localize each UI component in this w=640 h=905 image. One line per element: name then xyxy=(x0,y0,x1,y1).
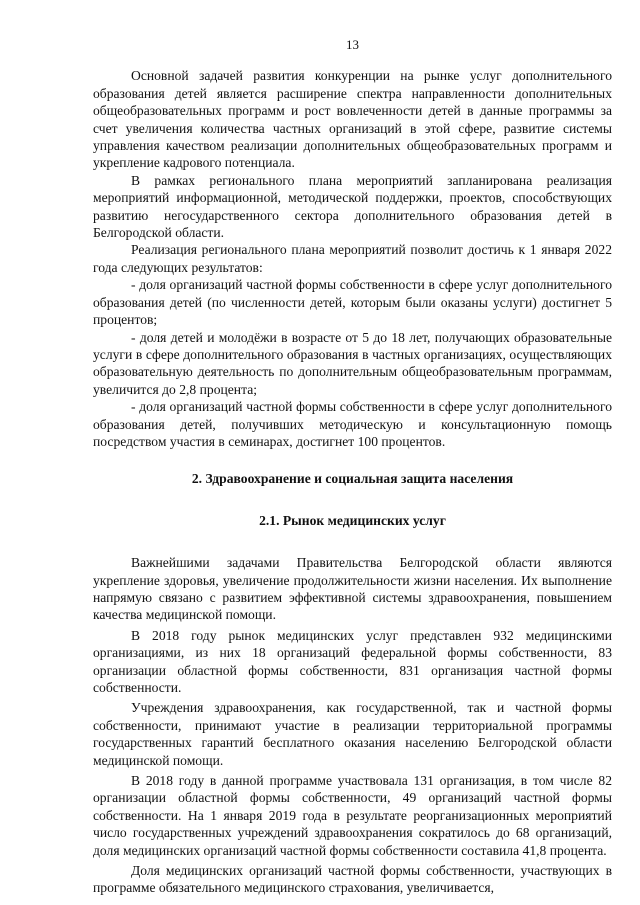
paragraph-competition-goal: Основной задачей развития конкуренции на рынке услуг дополнительного образования детей является расширение спектра направленности дополнительных общеобразовательных программ и рост вовлеченности детей в данные программы за счет увеличения количества частных организаций в этой сфере, развитие системы управления качеством реализации дополнительных общеобразовательных программ и укрепление кадрового потенциала. xyxy=(93,68,612,171)
paragraph-plan-results: Реализация регионального плана мероприятий позволит достичь к 1 января 2022 года следующих результатов: xyxy=(93,242,612,275)
section-heading: 2. Здравоохранение и социальная защита населения xyxy=(191,471,514,487)
paragraph-insurance-share: Доля медицинских организаций частной формы собственности, участвующих в программе обязательного медицинского страхования, увеличивается, xyxy=(93,863,612,896)
list-item-youth-share: - доля детей и молодёжи в возрасте от 5 до 18 лет, получающих образовательные услуги в сфере дополнительного образования в частных организациях, осуществляющих образовательную деятельность по дополнительным общеобразовательным программам, увеличится до 2,8 процента; xyxy=(93,329,612,397)
paragraph-program-2018: В 2018 году в данной программе участвовала 131 организация, в том числе 82 организации областной формы собственности, 49 организаций частной формы собственности. На 1 января 2019 года в результате реорганизационных мероприятий число государственных учреждений здравоохранения сократилось до 68 организаций, доля медицинских организаций частной формы собственности составила 41,8 процента. xyxy=(93,773,612,858)
paragraph-government-tasks: Важнейшими задачами Правительства Белгородской области являются укрепление здоровья, увеличение продолжительности жизни населения. Их выполнение напрямую связано с развитием эффективной системы здравоохранения, повышением качества медицинской помощи. xyxy=(93,555,612,623)
paragraph-regional-plan: В рамках регионального плана мероприятий запланирована реализация мероприятий информационной, методической поддержки, проектов, способствующих развитию негосударственного сектора дополнительного образования детей в Белгородской области. xyxy=(93,172,612,241)
list-item-methodical-support: - доля организаций частной формы собственности в сфере услуг дополнительного образования детей, получивших методическую и консультационную помощь посредством участия в семинарах, достигнет 100 процентов. xyxy=(93,399,612,449)
document-page xyxy=(93,36,612,897)
paragraph-institutions: Учреждения здравоохранения, как государственной, так и частной формы собственности, принимают участие в реализации территориальной программы государственных гарантий бесплатного оказания населению Белгородской области медицинской помощи. xyxy=(93,700,612,768)
list-item-private-share: - доля организаций частной формы собственности в сфере услуг дополнительного образования детей (по численности детей, которым были оказаны услуги) достигнет 5 процентов; xyxy=(93,277,612,328)
page-number: 13 xyxy=(346,37,359,52)
subsection-heading: 2.1. Рынок медицинских услуг xyxy=(259,512,446,528)
paragraph-market-2018: В 2018 году рынок медицинских услуг представлен 932 медицинскими организациями, из них 18 организаций федеральной формы собственности, 83 организации областной формы собственности, 831 организация частной формы собственности. xyxy=(93,627,612,695)
